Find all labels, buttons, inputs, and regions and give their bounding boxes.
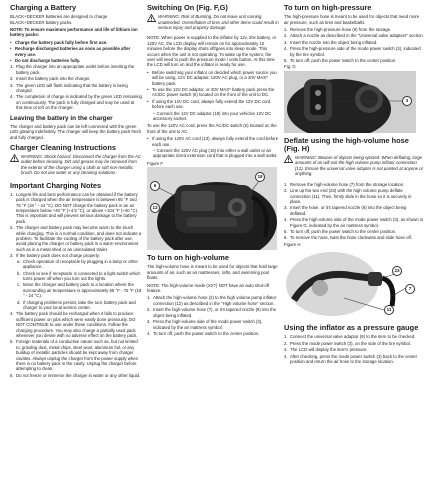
charging-title: Charging a Battery bbox=[10, 3, 77, 12]
high-volume-intro: The high-volume hose is meant to be used for objects that hold large amounts of air, such as air mattresses, rafts, and swimming pool floats. bbox=[147, 264, 278, 281]
high-pressure-intro: The high-pressure hose is meant to be used for objects that need more air pressure, such as tires and basketballs. bbox=[284, 14, 420, 25]
list-item: 2. The charger and battery pack may become warm to the touch while charging. This is a normal condition, and does not indicate a problem. To facilitate the cooling of the battery pack after use, avoid placing the charger or battery pack in a warm environment such as in a metal shed or an uninsulated trailer. bbox=[10, 225, 142, 252]
list-item: 2. Press the mode power switch (3), on the side of the tire symbol. bbox=[284, 340, 412, 346]
switching-warning bbox=[147, 14, 279, 32]
list-item: 3. The LCD will display the item's pressure. bbox=[284, 347, 368, 353]
list-item: a. Check operation of receptacle by plugging in a lamp or other appliance. bbox=[17, 258, 138, 270]
list-item: 5. To turn off, push the power switch to the center position. bbox=[284, 57, 397, 63]
list-item: 4. Press the high-pressure side of the mode power switch (3), indicated by the tire symbol. bbox=[284, 46, 421, 57]
warning-icon bbox=[10, 154, 19, 162]
warning-icon bbox=[147, 14, 156, 22]
ac-text: To use the 120V AC cord, press the AC/DC switch (6) located on the front of the unit to AC. bbox=[147, 123, 277, 134]
list-item: 2. Insert the battery pack into the charger. bbox=[10, 76, 91, 82]
list-item: 2. Insert the high-volume hose (7), or it's tapered nozzle (8) into the object being inflated. bbox=[147, 307, 277, 318]
switching-bullets bbox=[147, 70, 279, 110]
callout-13: 13 bbox=[150, 203, 160, 213]
list-item: 3. Insert the nozzle into the object being inflated. bbox=[284, 39, 378, 45]
ac-bullets bbox=[147, 136, 279, 147]
list-item: 5. Foreign materials of a conductive nature such as, but not limited to, grinding dust, metal chips, steel wool, aluminum foil, or any buildup of metallic particles should be kept away from charger cavities. Always unplug the charger from the power supply when there is no battery pack in the cavity. Unplug the charger before attempting to clean. bbox=[10, 339, 139, 372]
list-item: d. If charging problems persist, take the tool, battery pack and charger to your local service center. bbox=[17, 299, 136, 310]
list-item: 4. The battery pack should be recharged when it fails to produce sufficient power on jobs which were easily done previously. DO NOT CONTINUE to use under these conditions. Follow the charging procedure. You may also charge a partially used pack whenever you desire with no adverse effect on the battery pack. bbox=[10, 311, 138, 338]
list-item: • If using the 120V AC cord (13), always fully extend the cord before each use. bbox=[147, 136, 279, 147]
column-middle bbox=[147, 4, 279, 337]
high-volume-note: NOTE: The high-volume mode (XX?) NOT have an auto shut-off feature. bbox=[147, 282, 270, 294]
list-item: b. Check to see if receptacle is connected to a light switch which turns power off when you turn out the lights. bbox=[17, 270, 141, 281]
notes-list bbox=[10, 192, 142, 378]
list-item: 3. If the battery pack does not charge properly: a. Check operation of receptacle by plugging in a lamp or other appliance. b. Check to see if receptacle is connected to a light switch which turns power off when you turn out the lights. c. Move the charger and battery pack to a location where the surrounding air temperature is approximately 65 °F - 75 °F (18 ° - 24 °C). d. If charging problems persist, take the tool, battery pack and charger to your local service center. bbox=[10, 253, 142, 310]
switching-title: Switching On (Fig. F,G) bbox=[147, 3, 228, 12]
callout-23: 23 bbox=[392, 266, 402, 276]
switching-note: NOTE: When power is supplied to the inflator by 12v, 20v battery, or 120V AC, the LCD display will remain on for approximately 10 minutes before the display shuts off/goes into sleep mode. This occurs when the unit is not operating. To wake up the system, the user will need to push the pressure mode / units button. At this time the LCD will turn on and the inflator is ready for use. bbox=[147, 35, 277, 68]
list-item: 4. Press the high-volume side of the mode power switch (3), as shown in Figure G, indicated by the air mattress symbol. bbox=[284, 217, 424, 228]
figure-g-label: Fig. G bbox=[284, 64, 296, 70]
list-item: 6. Do not freeze or immerse the charger in water or any other liquid. bbox=[10, 372, 141, 378]
list-item: • Recharge discharged batteries as soon as possible after every use. bbox=[10, 46, 142, 57]
warning-text: WARNING: Risk of Bursting. Do not leave unit running unattended. Overinflation of tires and other items could result in serious injury and property damage. bbox=[158, 14, 279, 30]
list-item: 1. Attach the high-volume hose (2) to the high volume pump inflator connection (12) as described in the "High volume hose" section. bbox=[147, 295, 277, 306]
sub-list bbox=[16, 259, 142, 311]
figure-g-image bbox=[284, 71, 416, 133]
figure-f-image bbox=[147, 167, 277, 250]
list-item: 6. To remove the hose, twist the hose clockwise and slide hose off. bbox=[284, 235, 412, 241]
high-volume-steps bbox=[147, 295, 279, 336]
charging-bullets bbox=[10, 40, 142, 64]
list-item: 5. To turn off, push the power switch to the center position. bbox=[284, 228, 397, 234]
charging-intro: BLACK+DECKER batteries are designed to charge BLACK+DECKER battery packs. bbox=[10, 14, 108, 25]
callout-6: 6 bbox=[150, 181, 160, 191]
column-left bbox=[10, 4, 142, 379]
deflate-steps bbox=[284, 182, 424, 241]
list-item: 2. Attach a nozzle as described in the "Universal valve adapters" section. bbox=[284, 33, 424, 39]
figure-h-label: Figure H bbox=[284, 241, 301, 247]
deflate-title: Deflate using the high-volume hose (Fig. H) bbox=[284, 135, 409, 153]
figure-f-label: Figure F bbox=[147, 160, 163, 166]
hose-attach-illustration bbox=[284, 248, 416, 320]
gauge-title: Using the inflator as a pressure gauge bbox=[284, 323, 419, 333]
list-item: c. Move the charger and battery pack to a location where the surrounding air temperature is approximately 65 °F - 75 °F (18 ° - 24 °C). bbox=[17, 282, 142, 299]
gauge-steps bbox=[284, 334, 424, 364]
list-item: 3. The green LED will flash indicating that the battery is being charged. bbox=[10, 82, 128, 94]
cleaning-title: Charger Cleaning Instructions bbox=[10, 142, 116, 152]
leaving-text: The charger and battery pack can be left connected with the green LED glowing indefinitely. The charger will keep the battery pack fresh and fully charged. bbox=[10, 123, 141, 140]
list-item: 1. Remove the high-volume hose (7) from the storage location. bbox=[284, 181, 405, 187]
list-item: 1. Longest life and best performance can be obtained if the battery pack is charged when the air temperature is between 65 °F and 75 °F (18 ° - 24 °C). DO NOT charge the battery pack in an air temperature below +40 °F (+4.5 °C), or above +104 °F (+40 °C). This is important and will prevent serious damage to the battery pack. bbox=[10, 191, 139, 224]
dc-sub-step: – Connect the 12V DC adaptor (18) into your vehicles 12V DC accessory socket. bbox=[153, 110, 272, 122]
high-pressure-title: To turn on high-pressure bbox=[284, 3, 372, 12]
list-item: 3. Press the high-volume side of the mode power switch (3), indicated by the air mattress symbol. bbox=[147, 319, 263, 330]
warning-text: WARNING: Shock hazard. Disconnect the charger from the AC outlet before cleaning. Dirt and grease may be removed from the exterior of the charger using a cloth or soft non-metallic brush. Do not use water or any cleaning solutions. bbox=[21, 154, 141, 176]
list-item: • Do not discharge batteries fully. bbox=[10, 58, 142, 63]
list-item: • To use the 12V DC adaptor, or 20V MAX* battery pack press the AC/DC power switch (6) located on the front of the unit to DC. bbox=[147, 87, 279, 98]
warning-text: WARNING: Beware of objects being ejected. When deflating, large amounts of air will exit the high volume pump inflator connection (12). Ensure the universal valve adapter is not pointed at anyone or anything. bbox=[295, 155, 424, 177]
warning-icon bbox=[284, 155, 293, 163]
cleaning-warning bbox=[10, 154, 142, 178]
list-item: • Charge the battery pack fully before first use. bbox=[10, 40, 142, 45]
list-item: 1. Plug the charger into an appropriate outlet before inserting the battery pack. bbox=[10, 64, 135, 75]
list-item: • Before switching your inflator on decided which power source you will be using, 12V DC adaptor, 120V AC plug, or a 20V MAX* battery pack. bbox=[147, 70, 279, 86]
charging-note: NOTE: To ensure maximum performance and life of lithium ion battery packs: bbox=[10, 26, 138, 38]
callout-3: 3 bbox=[402, 96, 412, 106]
list-item: 4. After checking, press the mode power switch (3) back to the center position and return the air hose to the storage location. bbox=[284, 353, 418, 364]
list-item: 1. Connect the universal valve adaptor (9) to the item to be checked. bbox=[284, 334, 416, 340]
notes-title: Important Charging Notes bbox=[10, 180, 102, 190]
list-item: 1. Remove the high-pressure hose (9) from the storage. bbox=[284, 26, 392, 32]
callout-11: 11 bbox=[384, 305, 394, 315]
deflate-warning bbox=[284, 155, 424, 179]
callout-7: 7 bbox=[405, 284, 415, 294]
leaving-title: Leaving the battery in the charger bbox=[10, 114, 113, 122]
column-right bbox=[284, 4, 424, 365]
callout-18: 18 bbox=[255, 172, 265, 182]
list-item: • If using the 12V DC cord, always fully extend the 12V DC cord before each use. bbox=[147, 99, 279, 110]
high-pressure-steps bbox=[284, 27, 424, 63]
mode-switch-illustration bbox=[284, 71, 416, 133]
figure-h-image bbox=[284, 248, 416, 320]
list-item: 3. Insert the hose, or it's tapered nozzle (8) into the object being deflated. bbox=[284, 205, 407, 216]
list-item: 2. Line up the two end (23) with the high volume pump deflate connection (11). Then, firmly slide in the hose so it is securely in place. bbox=[284, 188, 412, 204]
list-item: 4. The completion of charge is indicated by the green LED remaining on continuously. The pack is fully charged and may be used at this time or left on the charger. bbox=[10, 94, 142, 111]
ac-sub-step: – Connect the 120V AC plug (15) into either a wall outlet or an appropriate sized extension cord that is plugged into a wall outlet. bbox=[153, 148, 278, 159]
list-item: 4. To turn off, push the power switch to the center position. bbox=[147, 330, 260, 336]
high-volume-title: To turn on high-volume bbox=[147, 253, 229, 263]
charging-steps bbox=[10, 64, 142, 110]
